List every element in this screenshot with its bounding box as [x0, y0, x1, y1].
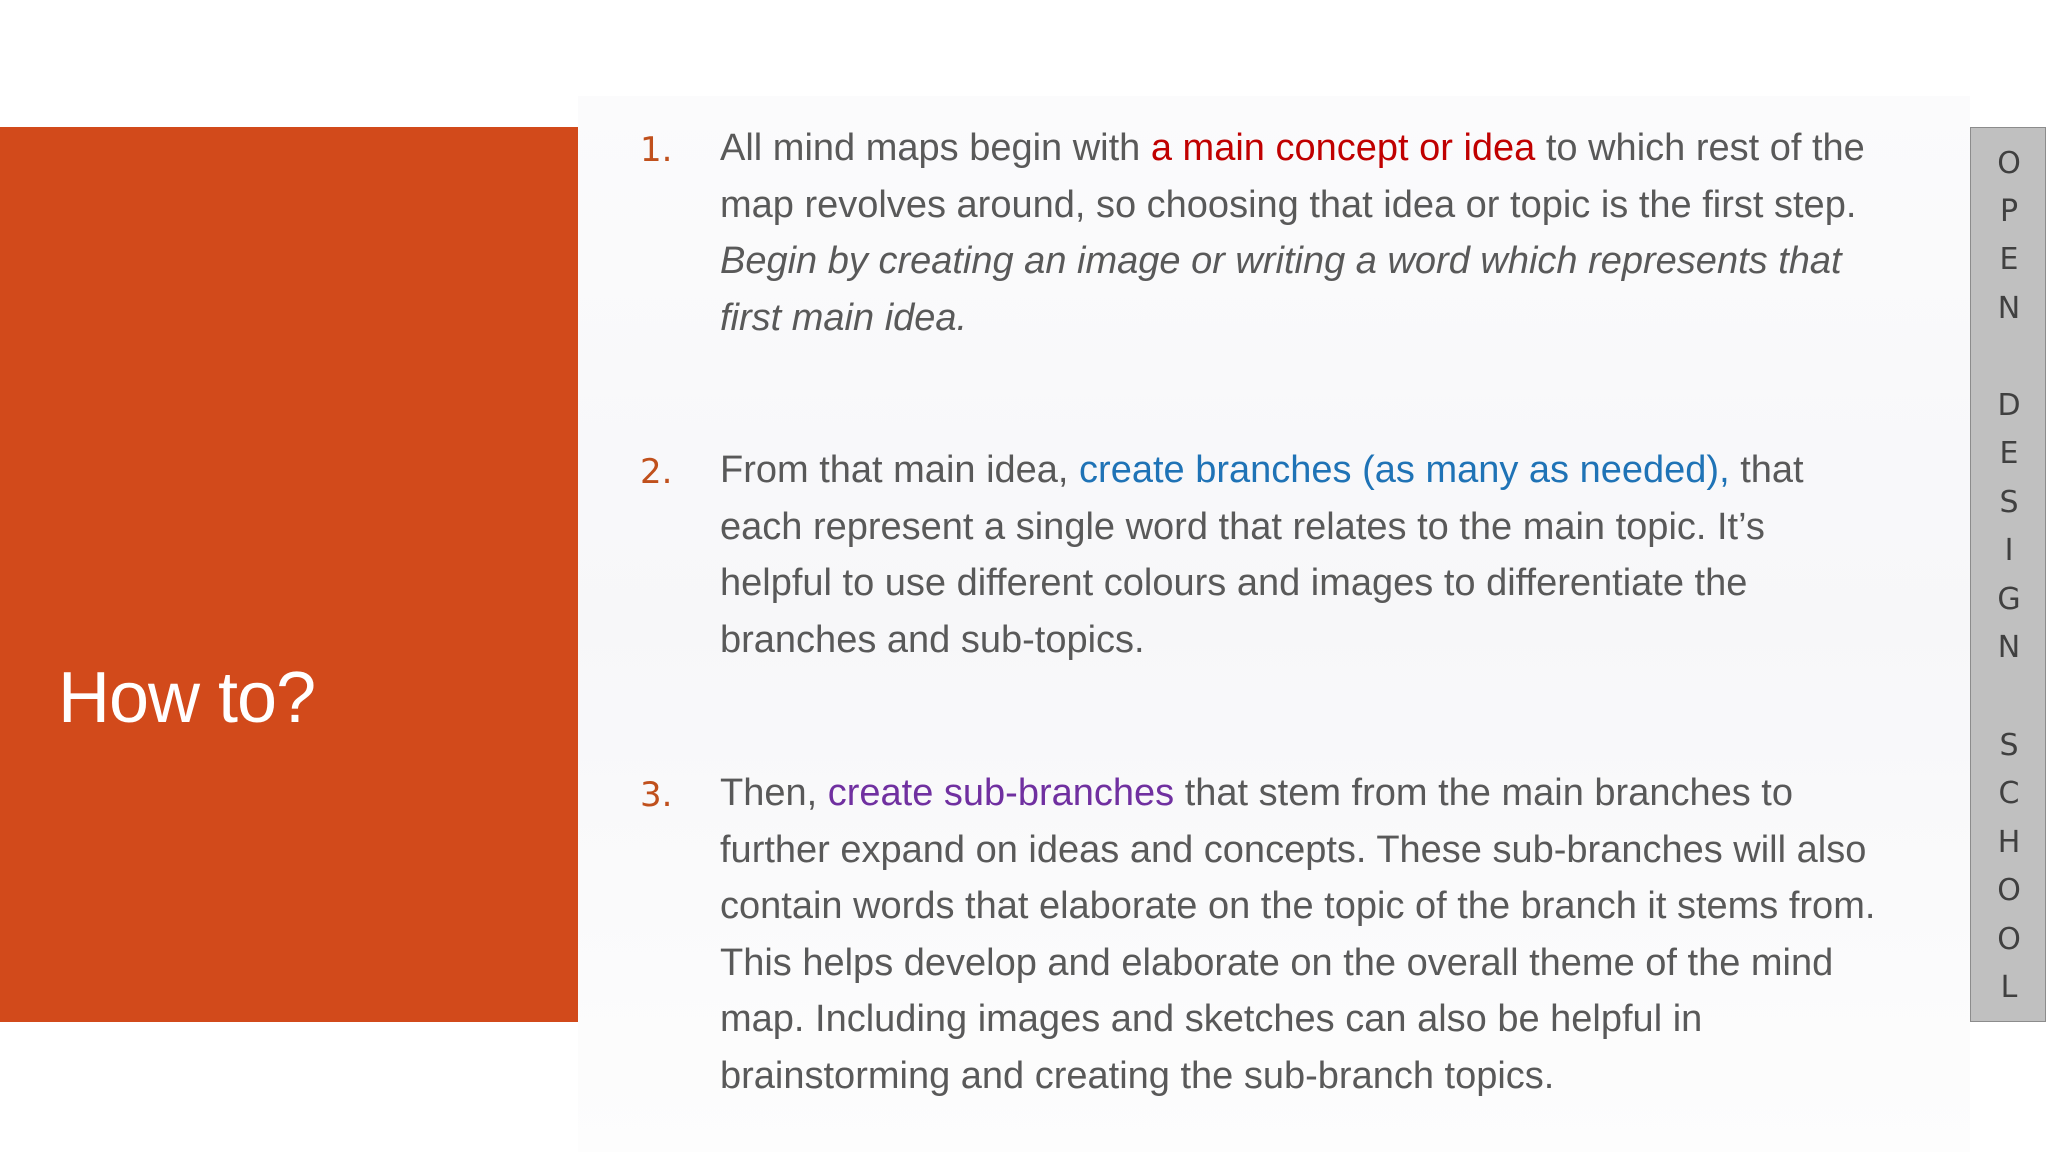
side-letter: L [2000, 970, 2018, 1005]
list-item-text [720, 442, 1880, 668]
slide-title: How to? [58, 658, 316, 738]
side-letter: O [1997, 922, 2021, 957]
highlight-create-branches: create branches (as many as needed), [1079, 449, 1730, 491]
list-item-number: 3. [640, 775, 673, 815]
side-letter: O [1997, 146, 2021, 181]
side-letter: S [1999, 728, 2019, 763]
side-letter: N [1997, 291, 2021, 326]
side-label-bar [1970, 127, 2046, 1022]
side-letter: E [1999, 242, 2019, 277]
text-segment: All mind maps begin with [720, 127, 1151, 169]
text-segment: From that main idea, [720, 449, 1080, 491]
side-letter: C [1998, 776, 2020, 811]
side-letter: D [1997, 388, 2021, 423]
text-segment: to which rest of the map revolves around, so choosing that idea or topic is the first step. [720, 127, 1865, 226]
list-item-number: 2. [640, 452, 673, 492]
list-item-text [720, 120, 1880, 346]
text-segment: that stem from the main branches to further expand on ideas and concepts. These sub-branches will also contain words that elaborate on the topic of the branch it stems from. This helps develop and elaborate on the overall theme of the mind map. Including images and sketches can also be helpful in brainstorming and creating the sub-branch topics. [720, 772, 1876, 1097]
text-segment: Then, [720, 772, 828, 814]
side-letter: S [1999, 485, 2019, 520]
list-item-number: 1. [640, 130, 673, 170]
side-letter: N [1997, 630, 2021, 665]
title-panel [0, 127, 578, 1022]
text-segment: that each represent a single word that relates to the main topic. It’s helpful to use different colours and images to differentiate the branches and sub-topics. [720, 449, 1804, 661]
side-letter: O [1997, 873, 2021, 908]
side-letter: I [2004, 533, 2014, 568]
italic-instruction: Begin by creating an image or writing a word which represents that first main idea. [720, 240, 1842, 339]
list-item-text [720, 765, 1880, 1104]
side-letter: E [1999, 436, 2019, 471]
side-letter: G [1997, 582, 2021, 617]
side-letter: H [1997, 825, 2021, 860]
highlight-sub-branches: create sub-branches [827, 772, 1175, 814]
highlight-main-concept: a main concept or idea [1150, 127, 1536, 169]
side-letter: P [1999, 194, 2019, 229]
